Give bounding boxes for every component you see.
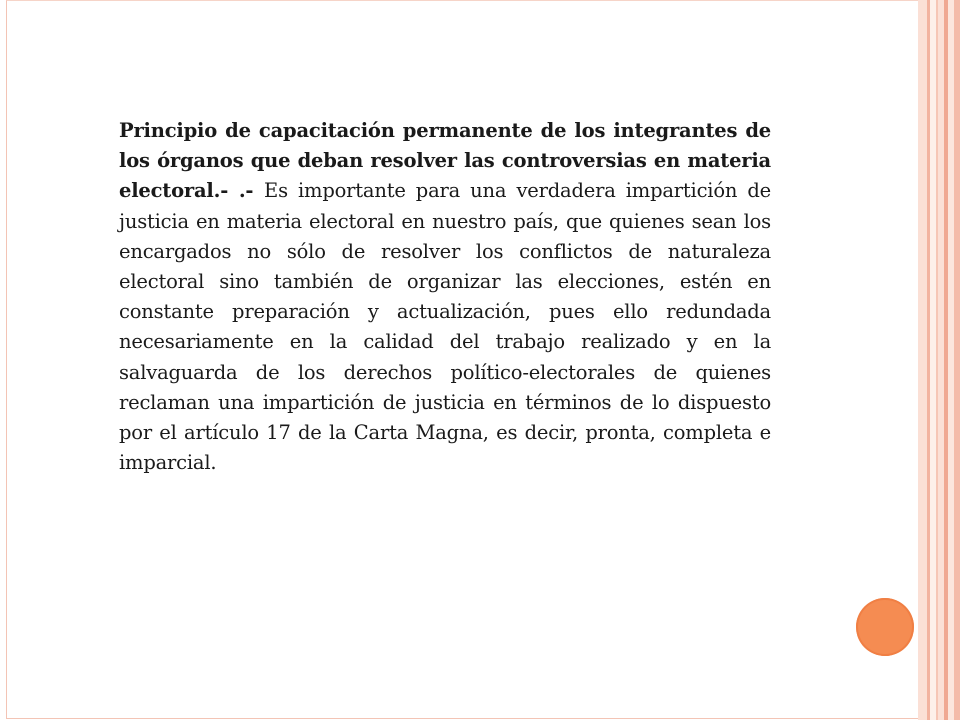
accent-circle-icon [856, 598, 914, 656]
slide-paragraph [119, 116, 771, 478]
paragraph-heading: Principio de capacitación permanente de los integrantes de los órganos que deban resolver las controversias en materia electoral.- .- [119, 119, 771, 203]
paragraph-body: Es importante para una verdadera impartición de justicia en materia electoral en nuestro país, que quienes sean los encargados no sólo de resolver los conflictos de naturaleza electoral sino también de organizar las elecciones, estén en constante preparación y actualización, pues ello redundada necesariamente en la calidad del trabajo realizado y en la salvaguarda de los derechos político-electorales de quienes reclaman una impartición de justicia en términos de lo dispuesto por el artículo 17 de la Carta Magna, es decir, pronta, completa e imparcial. [119, 179, 771, 475]
decorative-stripes [918, 0, 960, 720]
